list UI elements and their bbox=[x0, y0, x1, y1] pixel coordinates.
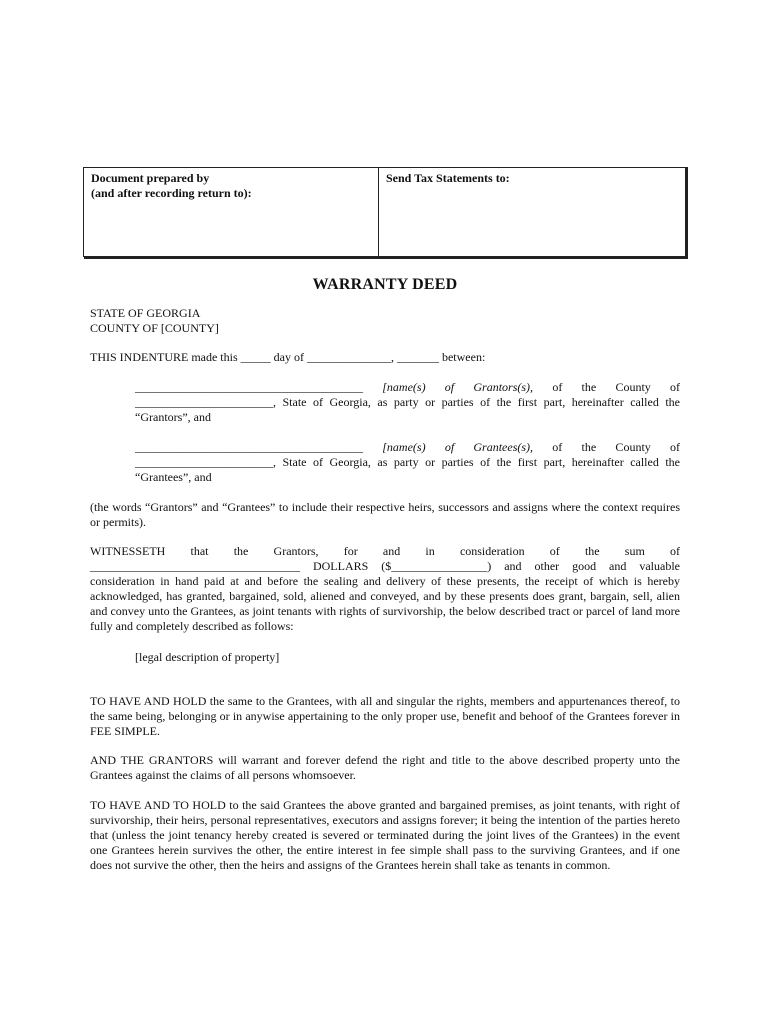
words-clause: (the words “Grantors” and “Grantees” to include their respective heirs, successors and assigns where the context requires or permits). bbox=[90, 500, 680, 529]
tax-statements-label: Send Tax Statements to: bbox=[386, 171, 510, 185]
grantors-county-text: of the County of bbox=[552, 380, 681, 394]
witnesseth-block bbox=[90, 544, 680, 634]
tax-statements-cell bbox=[379, 168, 685, 256]
return-to-label: (and after recording return to): bbox=[91, 186, 252, 200]
survivorship-clause: TO HAVE AND TO HOLD to the said Grantees the above granted and bargained premises, as joint tenants, with right of survivorship, their heirs, personal representatives, executors and assigns forever; it being the intention of the parties hereto that (unless the joint tenancy hereby created is severed or terminated during the joint lives of the Grantees) in the event one Grantees herein survives the other, the entire interest in fee simple shall pass to the surviving Grantees, and if one does not survive the other, then the heirs and assigns of the Grantees herein shall take as tenants in common. bbox=[90, 798, 680, 872]
prepared-by-cell bbox=[84, 168, 379, 256]
document-title: WARRANTY DEED bbox=[312, 276, 458, 293]
warranty-clause: AND THE GRANTORS will warrant and forever defend the right and title to the above described property unto the Grantees against the claims of all persons whomsoever. bbox=[90, 753, 680, 782]
legal-description-placeholder: [legal description of property] bbox=[135, 650, 280, 664]
grantors-name-placeholder: [name(s) of Grantors(s), bbox=[382, 380, 534, 394]
grantors-block bbox=[135, 380, 680, 425]
grantees-line-1 bbox=[135, 440, 680, 455]
state-line: STATE OF GEORGIA bbox=[90, 306, 201, 320]
county-line: COUNTY OF [COUNTY] bbox=[90, 321, 219, 335]
grantees-blank: ______________________________________ bbox=[135, 440, 363, 454]
grantees-county-text: of the County of bbox=[552, 440, 681, 454]
grantees-line-2: _______________________, State of Georgia, as party or parties of the first part, hereinafter called the bbox=[135, 455, 680, 469]
witnesseth-line-1: WITNESSETH that the Grantors, for and in consideration of the sum of bbox=[90, 544, 680, 558]
witnesseth-line-2: ___________________________________ DOLLARS ($________________) and other good and valuable bbox=[90, 559, 680, 573]
prepared-by-label: Document prepared by bbox=[91, 171, 210, 185]
venue-block bbox=[90, 306, 680, 336]
witnesseth-body: consideration in hand paid at and before the sealing and delivery of these presents, the receipt of which is hereby acknowledged, has granted, bargained, sold, aliened and conveyed, and by these presents does grant, bargain, sell, alien and convey unto the Grantees, as joint tenants with rights of survivorship, the below described tract or parcel of land more fully and completely described as follows: bbox=[90, 574, 680, 633]
grantors-line-2: _______________________, State of Georgia, as party or parties of the first part, hereinafter called the bbox=[135, 395, 680, 409]
grantors-line-3: “Grantors”, and bbox=[135, 410, 211, 424]
recording-info-box bbox=[83, 167, 686, 257]
habendum-clause: TO HAVE AND HOLD the same to the Grantees, with all and singular the rights, members and appurtenances thereof, to the same being, belonging or in anywise appertaining to the only proper use, benefit and behoof of the Grantees forever in FEE SIMPLE. bbox=[90, 694, 680, 738]
grantors-line-1 bbox=[135, 380, 680, 395]
grantees-block bbox=[135, 440, 680, 485]
grantors-blank: ______________________________________ bbox=[135, 380, 363, 394]
grantees-name-placeholder: [name(s) of Grantees(s), bbox=[382, 440, 534, 454]
grantees-line-3: “Grantees”, and bbox=[135, 470, 212, 484]
indenture-line: THIS INDENTURE made this _____ day of ______________, _______ between: bbox=[90, 350, 486, 364]
